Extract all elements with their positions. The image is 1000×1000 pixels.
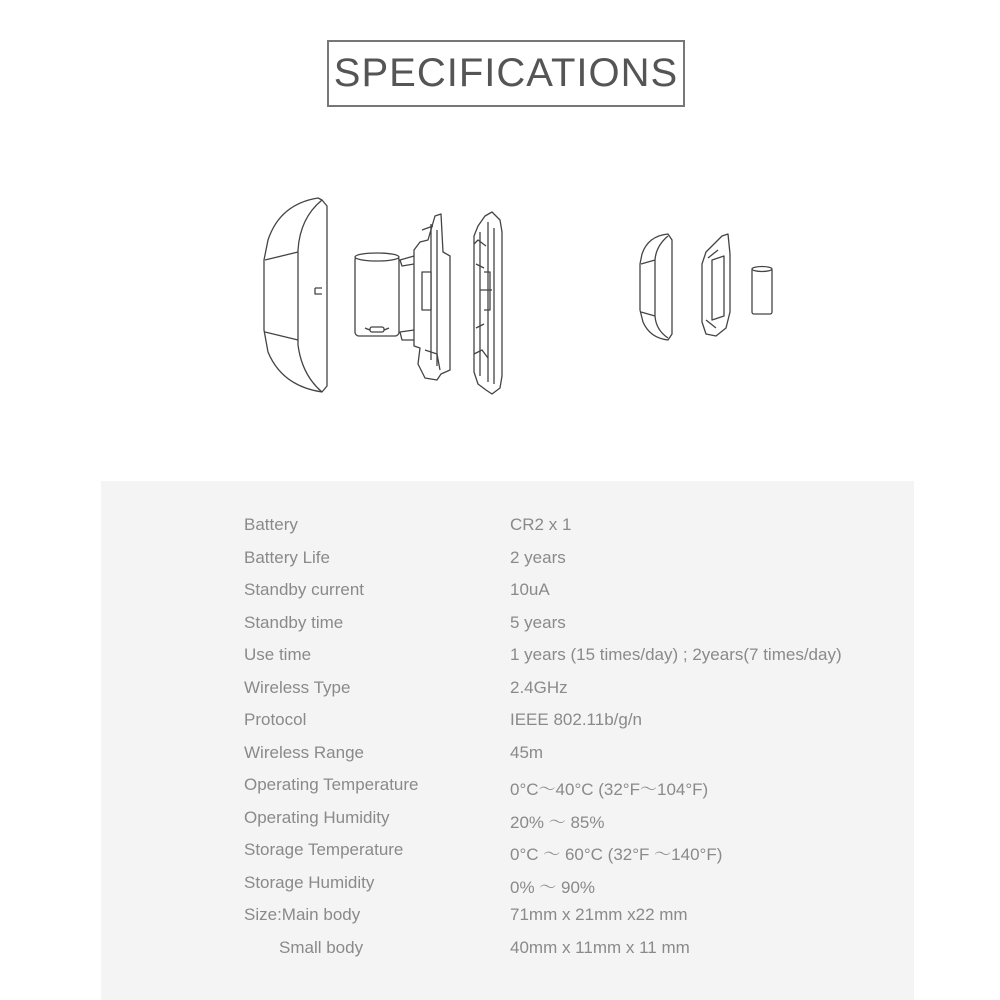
spec-label: Small body <box>279 938 364 957</box>
exploded-view-illustration <box>0 180 1000 420</box>
spec-value: 71mm x 21mm x22 mm <box>510 905 688 924</box>
spec-label: Standby current <box>244 580 365 599</box>
spec-row-size-small-body <box>101 938 914 970</box>
spec-value: 10uA <box>510 580 550 599</box>
spec-value: 2 years <box>510 548 566 567</box>
spec-row-standby-time <box>101 613 914 645</box>
main-body-shell <box>264 198 327 392</box>
spec-row-operating-humidity <box>101 808 914 840</box>
spec-row-operating-temperature <box>101 775 914 807</box>
spec-row-battery-life <box>101 548 914 580</box>
spec-row-size-main-body <box>101 905 914 937</box>
circuit-board <box>474 212 502 394</box>
spec-label: Protocol <box>244 710 307 729</box>
spec-label: Battery Life <box>244 548 330 567</box>
spec-label: Battery <box>244 515 298 534</box>
spec-row-wireless-range <box>101 743 914 775</box>
battery-bracket <box>400 214 450 380</box>
spec-value: 0% ～ 90% <box>510 878 596 897</box>
battery-cylinder <box>355 253 399 336</box>
spec-row-standby-current <box>101 580 914 612</box>
spec-value: 40mm x 11mm x 11 mm <box>510 938 690 957</box>
title-box <box>327 40 685 107</box>
page-title: SPECIFICATIONS <box>333 51 679 95</box>
spec-label: Storage Humidity <box>244 873 375 892</box>
spec-value: 2.4GHz <box>510 678 568 697</box>
spec-value: 5 years <box>510 613 566 632</box>
spec-row-wireless-type <box>101 678 914 710</box>
spec-label: Storage Temperature <box>244 840 404 859</box>
spec-label: Size:Main body <box>244 905 361 924</box>
spec-row-battery <box>101 515 914 547</box>
small-body-bracket <box>702 234 730 336</box>
spec-value: 0°C～40°C (32°F～104°F) <box>510 780 709 799</box>
spec-row-storage-humidity <box>101 873 914 905</box>
spec-value: 1 years (15 times/day) ; 2years(7 times/day) <box>510 645 842 664</box>
spec-label: Operating Humidity <box>244 808 390 827</box>
specifications-panel <box>101 481 914 1000</box>
spec-value: 20% ～ 85% <box>510 813 605 832</box>
spec-row-use-time <box>101 645 914 677</box>
spec-label: Wireless Type <box>244 678 351 697</box>
spec-value: 45m <box>510 743 544 762</box>
spec-label: Standby time <box>244 613 344 632</box>
small-body-shell <box>640 234 672 340</box>
spec-value: CR2 x 1 <box>510 515 572 534</box>
spec-label: Wireless Range <box>244 743 364 762</box>
spec-row-protocol <box>101 710 914 742</box>
spec-label: Use time <box>244 645 312 664</box>
magnet <box>752 267 772 315</box>
spec-row-storage-temperature <box>101 840 914 872</box>
spec-label: Operating Temperature <box>244 775 419 794</box>
spec-value: 0°C ～ 60°C (32°F ～140°F) <box>510 845 723 864</box>
spec-value: IEEE 802.11b/g/n <box>510 710 643 729</box>
